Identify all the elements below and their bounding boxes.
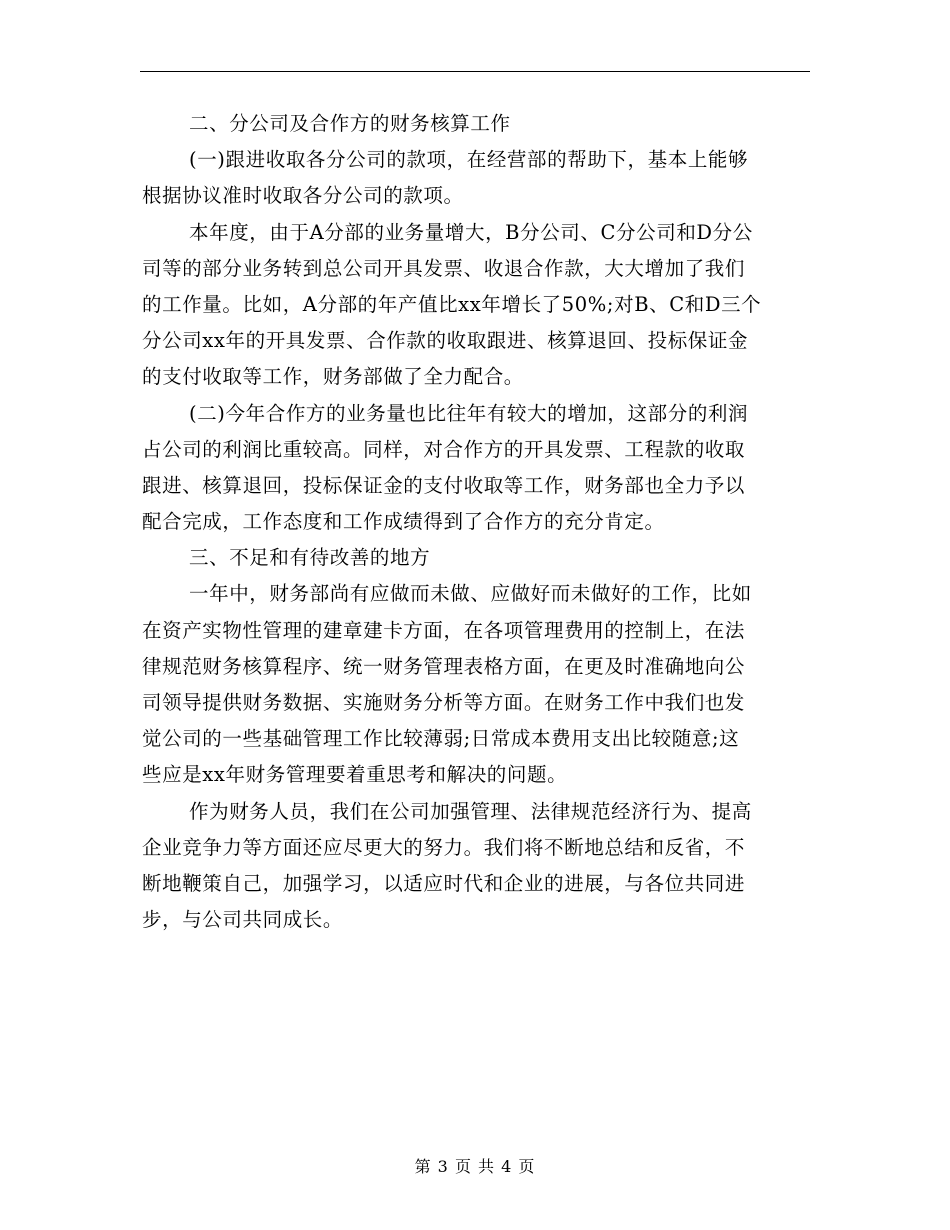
text-line: 司领导提供财务数据、实施财务分析等方面。在财务工作中我们也发 (142, 691, 746, 714)
text-line: 根据协议准时收取各分公司的款项。 (142, 184, 464, 208)
text-line: 一年中，财务部尚有应做而未做、应做好而未做好的工作，比如 (189, 582, 752, 606)
text-line: 的工作量。比如，A分部的年产值比xx年增长了50%;对B、C和D三个 (142, 292, 762, 316)
text-line: 步，与公司共同成长。 (142, 908, 344, 932)
document-body (142, 106, 810, 938)
text-line: 的支付收取等工作，财务部做了全力配合。 (142, 365, 524, 389)
text-line: 本年度，由于A分部的业务量增大，B分公司、C分公司和D分公 (189, 220, 753, 244)
text-line: 占公司的利润比重较高。同样，对合作方的开具发票、工程款的收取 (142, 437, 746, 461)
page-number: 第 3 页 共 4 页 (414, 1157, 536, 1176)
text-line: 二、分公司及合作方的财务核算工作 (189, 112, 511, 135)
text-line: 企业竞争力等方面还应尽更大的努力。我们将不断地总结和反省，不 (142, 835, 746, 859)
text-line: 些应是xx年财务管理要着重思考和解决的问题。 (142, 763, 568, 787)
text-line: 断地鞭策自己，加强学习，以适应时代和企业的进展，与各位共同进 (142, 871, 746, 895)
text-line: 三、不足和有待改善的地方 (189, 546, 431, 570)
text-line: (一)跟进收取各分公司的款项，在经营部的帮助下，基本上能够 (189, 148, 749, 172)
text-line: 分公司xx年的开具发票、合作款的收取跟进、核算退回、投标保证金 (142, 329, 749, 353)
text-line: (二)今年合作方的业务量也比往年有较大的增加，这部分的利润 (189, 401, 749, 425)
text-line: 司等的部分业务转到总公司开具发票、收退合作款，大大增加了我们 (142, 256, 746, 280)
text-line: 觉公司的一些基础管理工作比较薄弱;日常成本费用支出比较随意;这 (142, 727, 740, 751)
text-line: 配合完成，工作态度和工作成绩得到了合作方的充分肯定。 (142, 510, 665, 534)
text-line: 作为财务人员，我们在公司加强管理、法律规范经济行为、提高 (189, 799, 752, 823)
text-line: 律规范财务核算程序、统一财务管理表格方面，在更及时准确地向公 (142, 654, 746, 678)
text-line: 在资产实物性管理的建章建卡方面，在各项管理费用的控制上，在法 (142, 618, 746, 642)
text-line: 跟进、核算退回，投标保证金的支付收取等工作，财务部也全力予以 (142, 473, 746, 497)
header-rule (140, 71, 810, 72)
